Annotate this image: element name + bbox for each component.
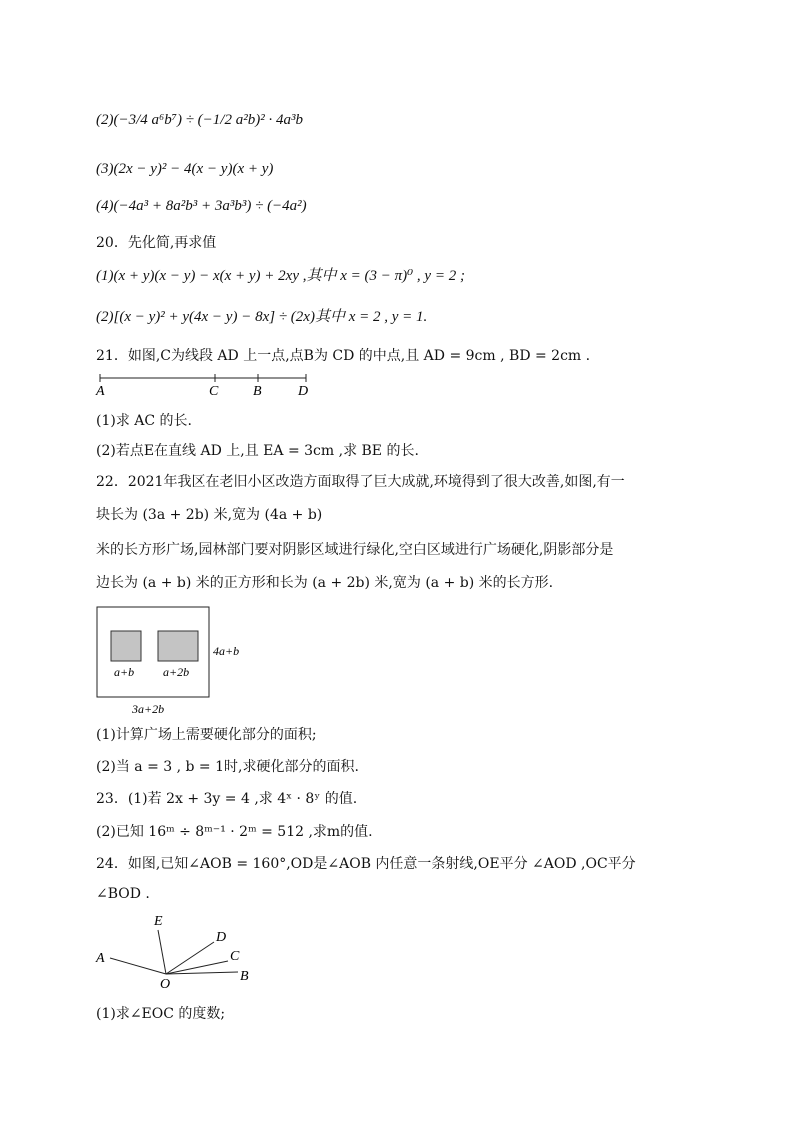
problem-19-4: (4)(−4a³ + 8a²b³ + 3a³b³) ÷ (−4a²)	[96, 198, 307, 214]
point-d-label: D	[298, 384, 309, 399]
problem-21-1: (1)求 AC 的长.	[96, 413, 193, 429]
plaza-width-label: 4a+b	[213, 644, 240, 658]
problem-19-2: (2)(−3/4 a⁶b⁷) ÷ (−1/2 a²b)² · 4a³b	[96, 112, 303, 128]
problem-22-line-c: 米的长方形广场,园林部门要对阴影区域进行绿化,空白区域进行广场硬化,阴影部分是	[96, 542, 614, 558]
problem-22-line-d: 边长为 (a + b) 米的正方形和长为 (a + 2b) 米,宽为 (a + b) 米的长方形.	[96, 575, 554, 591]
ray-e-label: E	[154, 914, 163, 929]
figure-22-plaza	[94, 604, 264, 720]
figure-24-angles	[92, 908, 267, 992]
figure-21-segment	[94, 372, 324, 400]
problem-24-1: (1)求∠EOC 的度数;	[96, 1006, 226, 1022]
problem-22-line-a: 22．2021年我区在老旧小区改造方面取得了巨大成就,环境得到了很大改善,如图,有一	[96, 474, 625, 490]
shaded-rectangle	[158, 631, 198, 661]
problem-23-1: 23．(1)若 2x + 3y = 4 ,求 4ˣ · 8ʸ 的值.	[96, 791, 358, 807]
problem-21-2: (2)若点E在直线 AD 上,且 EA = 3cm ,求 BE 的长.	[96, 443, 419, 459]
ray-c-label: C	[230, 949, 240, 964]
square-side-label: a+b	[114, 665, 135, 679]
point-a-label: A	[96, 384, 105, 399]
problem-22-line-b: 块长为 (3a + 2b) 米,宽为 (4a + b)	[96, 507, 323, 523]
shaded-square	[111, 631, 141, 661]
problem-22-1: (1)计算广场上需要硬化部分的面积;	[96, 727, 317, 743]
problem-24-line-b: ∠BOD .	[96, 886, 150, 902]
problem-20-2: (2)[(x − y)² + y(4x − y) − 8x] ÷ (2x)其中 x = 2 , y = 1.	[96, 309, 428, 325]
problem-20-title: 20．先化简,再求值	[96, 235, 217, 251]
rectangle-length-label: a+2b	[163, 665, 190, 679]
ray-b-label: B	[240, 969, 249, 984]
problem-19-3: (3)(2x − y)² − 4(x − y)(x + y)	[96, 161, 274, 177]
problem-23-2: (2)已知 16ᵐ ÷ 8ᵐ⁻¹ · 2ᵐ = 512 ,求m的值.	[96, 824, 373, 840]
problem-20-1: (1)(x + y)(x − y) − x(x + y) + 2xy ,其中 x = (3 − π)⁰ , y = 2 ;	[96, 268, 465, 284]
ray-d-label: D	[216, 930, 227, 945]
plaza-length-label: 3a+2b	[132, 702, 165, 716]
ray-a-label: A	[96, 951, 105, 966]
vertex-o-label: O	[160, 977, 171, 992]
point-c-label: C	[209, 384, 219, 399]
point-b-label: B	[253, 384, 262, 399]
problem-24-line-a: 24．如图,已知∠AOB = 160°,OD是∠AOB 内任意一条射线,OE平分 ∠AOD ,OC平分	[96, 856, 636, 872]
problem-21-title: 21．如图,C为线段 AD 上一点,点B为 CD 的中点,且 AD = 9cm , BD = 2cm .	[96, 348, 591, 364]
problem-22-2: (2)当 a = 3 , b = 1时,求硬化部分的面积.	[96, 759, 359, 775]
